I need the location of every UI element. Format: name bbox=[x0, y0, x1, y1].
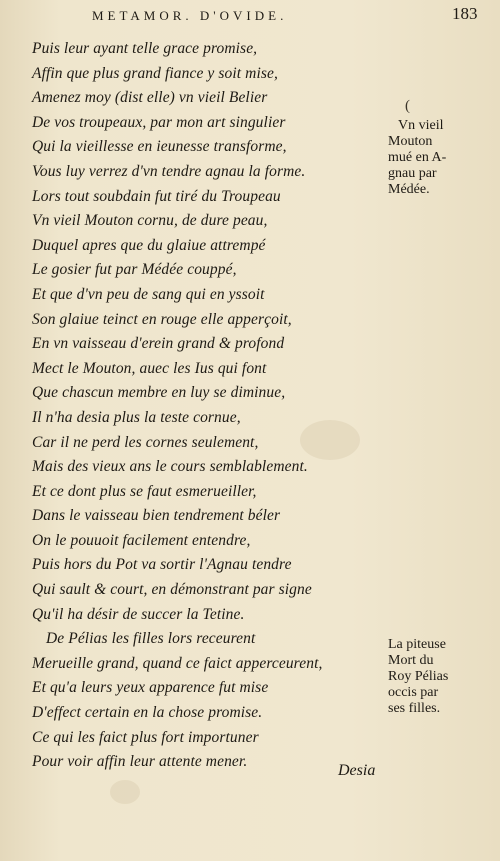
verse-line: Lors tout soubdain fut tiré du Troupeau bbox=[32, 187, 281, 205]
verse-line: Que chascun membre en luy se diminue, bbox=[32, 384, 286, 402]
verse-line: Et que d'vn peu de sang qui en yssoit bbox=[32, 285, 265, 303]
verse-line: De Pélias les filles lors receurent bbox=[46, 630, 256, 648]
verse-line: En vn vaisseau d'erein grand & profond bbox=[32, 335, 285, 353]
verse-line: Qu'il ha désir de succer la Tetine. bbox=[32, 605, 245, 623]
margin-note-line: ses filles. bbox=[388, 701, 441, 716]
margin-note-line: mué en A- bbox=[388, 150, 447, 165]
margin-note-line: La piteuse bbox=[388, 637, 446, 652]
catchword: Desia bbox=[338, 762, 376, 779]
verse-line: Vous luy verrez d'vn tendre agnau la forme. bbox=[32, 162, 306, 180]
margin-note-ram bbox=[388, 118, 446, 198]
verse-line: Qui sault & court, en démonstrant par signe bbox=[32, 581, 312, 599]
margin-note-line: Roy Pélias bbox=[388, 669, 449, 684]
margin-note-pelias bbox=[388, 637, 448, 717]
verse-line: Merueille grand, quand ce faict apperceurent, bbox=[32, 654, 323, 672]
verse-line: Ce qui les faict plus fort importuner bbox=[32, 728, 259, 746]
verse-line: Affin que plus grand fiance y soit mise, bbox=[32, 64, 278, 82]
verse-line: Duquel apres que du glaiue attrempé bbox=[32, 236, 266, 254]
poem-text bbox=[32, 37, 382, 775]
paper-stain bbox=[110, 780, 140, 804]
running-title: METAMOR. D'OVIDE. bbox=[92, 8, 288, 23]
verse-line: Qui la vieillesse en ieunesse transforme, bbox=[32, 138, 287, 156]
verse-line: Puis leur ayant telle grace promise, bbox=[32, 40, 258, 57]
verse-line: Pour voir affin leur attente mener. bbox=[32, 753, 248, 771]
verse-line: Le gosier fut par Médée couppé, bbox=[32, 261, 237, 279]
verse-line: Car il ne perd les cornes seulement, bbox=[32, 433, 259, 451]
verse-line: On le pouuoit facilement entendre, bbox=[32, 531, 251, 549]
verse-line: De vos troupeaux, par mon art singulier bbox=[32, 113, 286, 131]
verse-line: Puis hors du Pot va sortir l'Agnau tendre bbox=[32, 556, 292, 574]
verse-line: Amenez moy (dist elle) vn vieil Belier bbox=[32, 89, 268, 107]
margin-note-line: Mort du bbox=[388, 653, 434, 668]
verse-line: Son glaiue teinct en rouge elle apperçoit, bbox=[32, 310, 292, 328]
verse-line: Vn vieil Mouton cornu, de dure peau, bbox=[32, 212, 268, 230]
verse-line: Et qu'a leurs yeux apparence fut mise bbox=[32, 679, 269, 697]
verse-line: Et ce dont plus se faut esmerueiller, bbox=[32, 482, 257, 500]
verse-line: Dans le vaisseau bien tendrement béler bbox=[32, 507, 281, 525]
margin-bracket: ( bbox=[405, 98, 410, 114]
page-number: 183 bbox=[452, 4, 478, 23]
margin-note-line: Médée. bbox=[388, 182, 430, 197]
margin-note-line: Mouton bbox=[388, 134, 433, 149]
verse-line: Il n'ha desia plus la teste cornue, bbox=[32, 408, 241, 426]
verse-line: D'effect certain en la chose promise. bbox=[32, 704, 263, 722]
page-header bbox=[0, 4, 500, 26]
margin-note-line: occis par bbox=[388, 685, 439, 700]
verse-line: Mect le Mouton, auec les Ius qui font bbox=[32, 359, 267, 377]
margin-note-line: gnau par bbox=[388, 166, 437, 181]
margin-note-line: Vn vieil bbox=[398, 118, 444, 133]
verse-line: Mais des vieux ans le cours semblablement. bbox=[32, 458, 308, 476]
